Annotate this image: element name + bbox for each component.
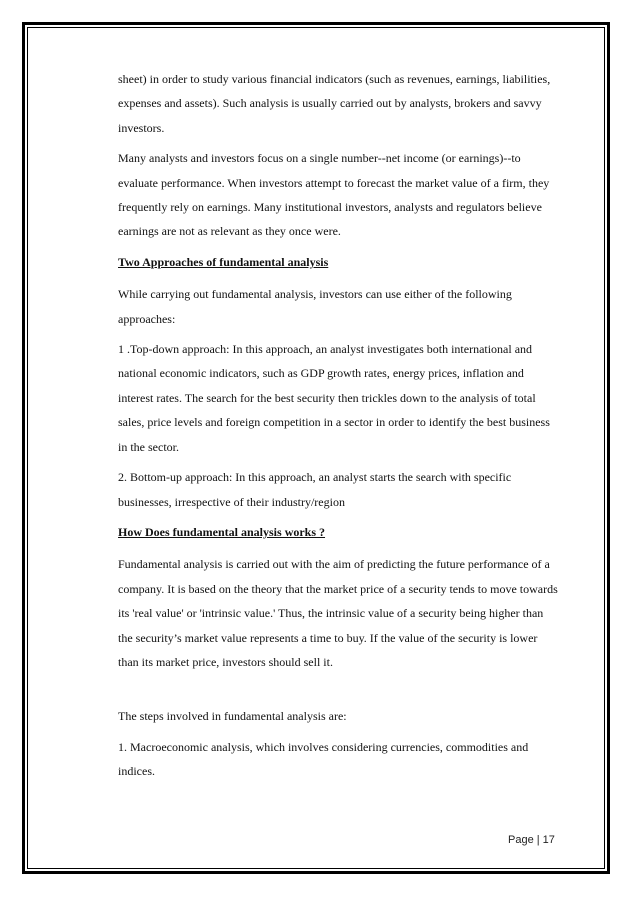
paragraph-step-macroeconomic: 1. Macroeconomic analysis, which involves considering currencies, commodities and indices. bbox=[118, 739, 529, 779]
paragraph-earnings-focus: Many analysts and investors focus on a single number--net income (or earnings)--to evaluate performance. When investors attempt to forecast the market value of a firm, they frequently rely on earnings. Many institutional investors, analysts and regulators believe earnings are not as relevant as they once were. bbox=[118, 151, 550, 239]
paragraph-steps-intro: The steps involved in fundamental analysis are: bbox=[118, 709, 347, 724]
paragraph-approaches-intro: While carrying out fundamental analysis, investors can use either of the following approaches: bbox=[118, 287, 512, 326]
paragraph-intro-continued: sheet) in order to study various financial indicators (such as revenues, earnings, liabilities, expenses and assets). Such analysis is usually carried out by analysts, brokers and savvy investors. bbox=[118, 72, 551, 135]
heading-two-approaches: Two Approaches of fundamental analysis bbox=[118, 254, 329, 269]
page-body bbox=[118, 67, 558, 790]
paragraph-how-it-works: Fundamental analysis is carried out with the aim of predicting the future performance of a company. It is based on the theory that the market price of a security tends to move towards its 'real value' or 'intrinsic value.' Thus, the intrinsic value of a security being higher than the security’s market value represents a time to buy. If the value of the security is lower than its market price, investors should sell it. bbox=[118, 557, 558, 669]
heading-how-it-works: How Does fundamental analysis works ? bbox=[118, 524, 326, 539]
page-number: Page | 17 bbox=[508, 834, 555, 846]
paragraph-bottom-up: 2. Bottom-up approach: In this approach, an analyst starts the search with specific businesses, irrespective of their industry/region bbox=[118, 470, 512, 509]
section-spacer bbox=[118, 680, 558, 704]
paragraph-top-down: 1 .Top-down approach: In this approach, an analyst investigates both international and national economic indicators, such as GDP growth rates, energy prices, inflation and interest rates. The search for the best security then trickles down to the analysis of total sales, price levels and foreign competition in a sector in order to identify the best business in the sector. bbox=[118, 342, 550, 454]
